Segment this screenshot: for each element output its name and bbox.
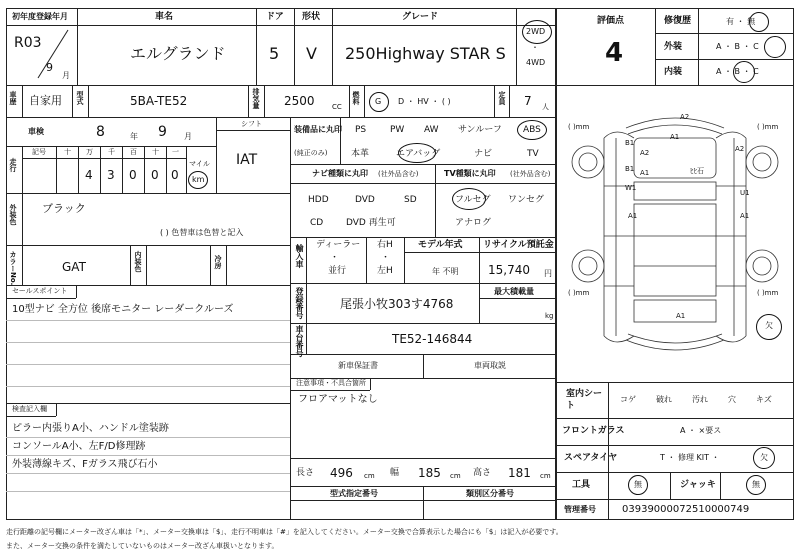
exterior-value: A ・ B ・ C (716, 42, 759, 51)
capacity-value: 7 (524, 94, 532, 108)
footer-line-2: また、メーター交換の条件を満たしていないものはメーター改ざん車扱いとなります。 (6, 542, 279, 550)
mark-a1-center: A1 (640, 169, 650, 177)
tv-oneseg: ワンセグ (508, 195, 545, 205)
mm-label-br: ( )mm (757, 289, 779, 297)
import-dealer: ディーラー (316, 240, 361, 250)
inspection-label: 車検 (28, 127, 44, 136)
width-value: 185 (418, 466, 441, 480)
sheet-opt-4: キズ (756, 395, 772, 404)
exterior-label: 外装 (664, 42, 683, 52)
drive-dot: ・ (531, 43, 539, 52)
color-value: ブラック (42, 202, 86, 215)
footer-line-1: 走行距離の記号欄にメーター改ざん車は「*」、メーター交換車は「$」、走行不明車は「#」を記入してください。メーター交換で合算表示した場合にも「$」は記入が必要です。 (6, 528, 563, 536)
navi-cd: CD (310, 218, 324, 228)
import-parallel: 並行 (328, 266, 347, 276)
manual: 車両取説 (474, 361, 506, 370)
selling-points-value: 10型ナビ 全方位 後席モニター レーダークルーズ (12, 304, 234, 315)
new-car-warranty: 新車保証書 (338, 361, 378, 370)
inspector-label: 検査記入欄 (12, 405, 47, 413)
windshield-value: A ・ ×要ス (680, 426, 722, 435)
tv-analog: アナログ (455, 218, 492, 228)
interior-label: 内装 (664, 67, 683, 77)
mileage-digit-4: 0 (151, 168, 159, 182)
jack-value: 無 (752, 480, 760, 489)
selling-points-label: セールスポイント (12, 287, 68, 295)
car-name-label: 車名 (155, 12, 174, 22)
fuel-g: G (375, 97, 382, 106)
equipment-label: 装備品に丸印 (294, 125, 342, 134)
first-reg-label: 初年度登録年月 (12, 12, 68, 21)
shift-label: シフト (241, 120, 262, 128)
mileage-digit-label-2: 千 (108, 148, 115, 156)
color-no-label: カラーNo. (9, 251, 17, 286)
color-no-value: GAT (62, 260, 86, 274)
chassis-value: TE52-146844 (392, 332, 473, 346)
height-value: 181 (508, 466, 531, 480)
import-dot: ・ (330, 253, 340, 263)
navi-label: ナビ種類に丸印 (312, 169, 368, 178)
mileage-digit-label-3: 百 (130, 148, 137, 156)
repair-none-circle (749, 12, 769, 32)
sheet-opt-1: 破れ (656, 395, 672, 404)
mark-a1-rear: A1 (676, 312, 686, 320)
inspection-month: 9 (158, 124, 167, 140)
recycle-label: リサイクル預託金 (483, 240, 554, 250)
missing-mark: 欠 (765, 321, 773, 330)
mm-label-tl: ( )mm (568, 123, 590, 131)
mileage-digit-label-4: 十 (152, 148, 159, 156)
navi-dvd-play: DVD 再生可 (346, 218, 396, 228)
capacity-label: 定員 (498, 91, 506, 105)
model-year-value: 年 不明 (432, 267, 459, 276)
door-value: 5 (269, 44, 280, 63)
mileage-digit-1: 4 (85, 168, 93, 182)
mark-u1-r: U1 (740, 189, 750, 197)
tv-label: TV種類に丸印 (444, 169, 496, 178)
mileage-digit-label-5: 一 (172, 148, 179, 156)
equip-abs: ABS (523, 125, 541, 135)
tv-fullseg: フルセグ (455, 195, 491, 205)
chassis-label: 車台番号 (295, 325, 304, 357)
mark-a1-r: A1 (740, 212, 750, 220)
length-unit: cm (364, 472, 375, 480)
color-label: 外装色 (9, 204, 17, 225)
height-unit: cm (540, 472, 551, 480)
mark-a2-rf: A2 (735, 145, 745, 153)
equip-aw: AW (424, 125, 439, 135)
notes-value: フロアマットなし (298, 394, 378, 405)
mark-a1-l: A1 (628, 212, 638, 220)
interior-sheet-label: 室内シート (566, 389, 603, 411)
max-load-label: 最大積載量 (494, 287, 534, 296)
import-dot-2: ・ (381, 253, 391, 263)
fuel-options: D ・ HV ・ ( ) (398, 97, 451, 106)
model-value: 5BA-TE52 (130, 94, 188, 108)
equip-leather: 本革 (351, 149, 370, 159)
tools-label: 工具 (572, 480, 591, 490)
width-label: 幅 (390, 468, 400, 478)
jack-label: ジャッキ (680, 480, 716, 490)
equip-sunroof: サンルーフ (458, 125, 502, 135)
width-unit: cm (450, 472, 461, 480)
mark-b1-lf: B1 (625, 139, 635, 147)
first-reg-year: R03 (14, 35, 42, 51)
sheet-opt-2: 汚れ (692, 395, 708, 404)
repair-label: 修復歴 (664, 16, 692, 26)
mileage-digit-3: 0 (129, 168, 137, 182)
mgmt-label: 管理番号 (564, 505, 596, 514)
registration-label: 登録番号 (295, 287, 304, 319)
length-value: 496 (330, 466, 353, 480)
inspection-year-unit: 年 (130, 132, 138, 141)
spare-value: T ・ 修理 KIT ・ (660, 453, 720, 462)
registration-value: 尾張小牧303す4768 (340, 297, 454, 311)
shape-value: V (306, 44, 317, 63)
length-label: 長さ (296, 468, 315, 478)
import-left-h: 左H (377, 266, 393, 276)
interior-b-circle (733, 61, 755, 83)
exterior-c-circle (764, 36, 786, 58)
max-load-unit: kg (545, 312, 554, 320)
equip-ps: PS (355, 125, 367, 135)
mark-a2-lf: A2 (640, 149, 650, 157)
windshield-label: フロントガラス (562, 426, 625, 436)
tv-sublabel: (社外品含む) (510, 170, 551, 178)
mark-w1-l: W1 (625, 184, 637, 192)
mileage-label: 走行 (9, 158, 17, 172)
displacement-label: 排気量 (252, 88, 260, 109)
mile-label: マイル (189, 160, 210, 168)
equip-navi: ナビ (474, 149, 493, 159)
navi-sd: SD (404, 195, 417, 205)
height-label: 高さ (473, 468, 492, 478)
mileage-digit-2: 3 (107, 168, 115, 182)
mileage-mark-label: 記号 (32, 148, 46, 156)
first-reg-month-unit: 月 (62, 71, 70, 80)
car-name-value: エルグランド (130, 44, 226, 63)
import-right-h: 右H (377, 240, 393, 250)
first-reg-month: 9 (46, 61, 53, 74)
mark-a2-top: A2 (680, 113, 690, 121)
interior-value: A ・ B ・ C (716, 67, 759, 76)
inspector-line-0: ピラー内張りA小、ハンドル塗装跡 (12, 423, 169, 434)
ac-label: 冷房 (214, 255, 222, 269)
displacement-unit: CC (332, 103, 342, 111)
equip-airbag: エアバッグ (396, 149, 441, 159)
usage-label: 車歴 (9, 91, 17, 105)
mgmt-value: 03939000072510000749 (622, 504, 750, 515)
spare-circled: 欠 (760, 453, 768, 462)
capacity-unit: 人 (542, 103, 549, 111)
sheet-opt-3: 穴 (728, 395, 736, 404)
sheet-opt-0: コゲ (620, 395, 636, 404)
mm-label-tr: ( )mm (757, 123, 779, 131)
model-year-label: モデル年式 (418, 240, 463, 250)
interior-color-label: 内装色 (134, 251, 142, 272)
km-label: km (192, 175, 205, 184)
equipment-sublabel: (純正のみ) (294, 149, 328, 157)
mark-b1-l: B1 (625, 165, 635, 173)
inspector-line-1: コンソールA小、左F/D修理跡 (12, 441, 146, 452)
navi-sublabel: (社外品含む) (378, 170, 419, 178)
score-label: 評価点 (597, 16, 625, 26)
door-label: ドア (266, 12, 284, 22)
navi-dvd: DVD (355, 195, 375, 205)
score-value: 4 (605, 38, 624, 68)
color-note: ( ) 色替車は色替と記入 (160, 228, 244, 237)
recycle-value: 15,740 (488, 263, 530, 277)
navi-hdd: HDD (308, 195, 329, 205)
import-label: 輸入車 (295, 244, 304, 268)
mileage-digit-label-0: 十 (64, 148, 71, 156)
notes-label: 注意事項・不具合箇所 (296, 379, 366, 387)
equip-tv: TV (527, 149, 539, 159)
equip-pw: PW (390, 125, 405, 135)
repair-value: 有 ・ 無 (726, 17, 756, 26)
category-label: 類別区分番号 (466, 489, 514, 498)
usage-value: 自家用 (29, 94, 62, 107)
drive-2wd: 2WD (526, 27, 546, 36)
shift-value: IAT (236, 152, 258, 168)
tools-value: 無 (634, 480, 642, 489)
recycle-unit: 円 (544, 269, 552, 278)
mm-label-bl: ( )mm (568, 289, 590, 297)
type-designation-label: 型式指定番号 (330, 489, 378, 498)
mark-chip: ﾋﾋ石 (690, 167, 704, 175)
displacement-value: 2500 (284, 94, 315, 108)
inspection-year: 8 (96, 124, 105, 140)
grade-value: 250Highway STAR S (345, 44, 506, 63)
mileage-digit-5: 0 (171, 168, 179, 182)
grade-label: グレード (402, 12, 439, 22)
mileage-digit-label-1: 万 (86, 148, 93, 156)
spare-label: スペアタイヤ (564, 453, 618, 463)
inspector-line-2: 外装薄線キズ、Fガラス飛び石小 (12, 459, 158, 470)
fuel-label: 燃料 (352, 91, 360, 105)
inspection-month-unit: 月 (184, 132, 192, 141)
shape-label: 形状 (302, 12, 321, 22)
mark-a1-hood: A1 (670, 133, 680, 141)
drive-4wd: 4WD (526, 58, 546, 67)
model-label: 型式 (76, 91, 84, 105)
